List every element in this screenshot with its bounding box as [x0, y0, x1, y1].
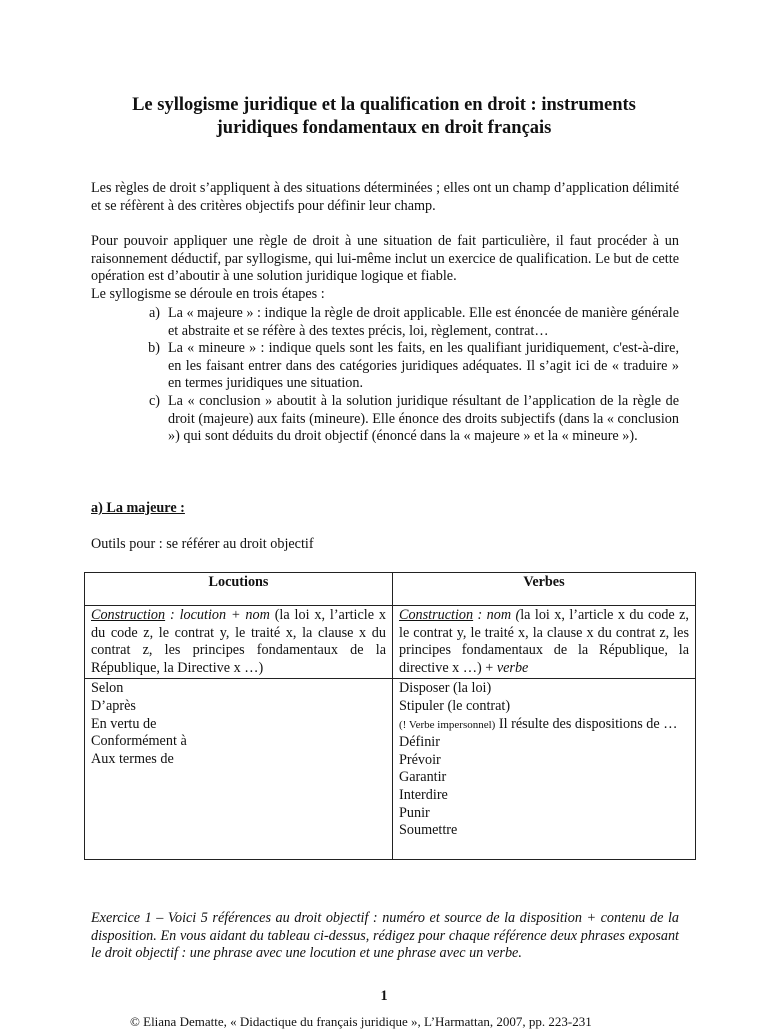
list-item-impersonal: [399, 716, 689, 735]
verbes-list-cell: [393, 679, 696, 860]
list-item: Soumettre: [399, 822, 458, 839]
table-row-lists: [85, 679, 696, 860]
exercise-instructions: Exercice 1 – Voici 5 références au droit objectif : numéro et source de la disposition + contenu de la disposition. En vous aidant du tableau ci-dessus, rédigez pour chaque référence deux phrases exposant le droit objectif : une phrase avec une locution et une phrase avec un verbe.: [91, 910, 679, 962]
step-text: La « majeure » : indique la règle de droit applicable. Elle est énoncée de manière générale et abstraite et se réfère à des textes précis, loi, règlement, contrat…: [168, 305, 679, 339]
steps-list: [91, 305, 679, 446]
construction-cell-verbes: [393, 606, 696, 679]
page-number: 1: [380, 988, 388, 1004]
column-header-locutions: Locutions: [85, 573, 393, 606]
column-header-verbes: Verbes: [393, 573, 696, 606]
list-item: Garantir: [399, 769, 447, 786]
step-item-a: [91, 305, 679, 340]
list-item: Prévoir: [399, 751, 441, 768]
construction-label: Construction: [399, 607, 474, 623]
step-label: c): [148, 392, 160, 409]
construction-examples: (la loi x, l’article x du code z, le contrat y, le traité x, la clause x du contrat z, les principes fondamentaux de la République, la Directive x …): [91, 607, 386, 676]
list-item: Selon: [91, 680, 124, 697]
step-label: b): [148, 340, 160, 357]
locutions-list-cell: [85, 679, 393, 860]
list-item: Punir: [399, 804, 430, 821]
list-item: Définir: [399, 734, 440, 751]
step-label: a): [148, 305, 160, 321]
step-text: La « mineure » : indique quels sont les faits, en les qualifiant juridiquement, c'est-à-dire, en les faisant entrer dans des catégories juridiques adéquates. Il s’agit ici de « traduire » en termes juridiques une situation.: [168, 340, 679, 392]
intro-paragraph: Les règles de droit s’appliquent à des situations déterminées ; elles ont un champ d’application délimité et se réfèrent à des critères objectifs pour définir leur champ.: [91, 180, 679, 214]
method-paragraph: [91, 233, 679, 303]
step-item-b: [91, 340, 679, 393]
title-line-2: juridiques fondamentaux en droit français: [216, 118, 552, 138]
list-item: Stipuler (le contrat): [399, 697, 511, 714]
list-item: Disposer (la loi): [399, 680, 492, 697]
impersonal-text: Il résulte des dispositions de …: [495, 715, 678, 732]
step-item-c: [91, 393, 679, 446]
construction-sep: :: [165, 607, 180, 623]
title-line-1: Le syllogisme juridique et la qualification en droit : instruments: [132, 95, 636, 115]
document-title: [80, 94, 688, 140]
construction-sep: :: [473, 607, 487, 623]
table-bottom-clip: [84, 878, 696, 880]
method-paragraph-text: Pour pouvoir appliquer une règle de droit à une situation de fait particulière, il faut procéder à un raisonnement déductif, par syllogisme, qui lui-même inclut un exercice de qualification. Le but de cette opération est d’aboutir à une solution juridique logique et fiable.: [91, 233, 679, 285]
list-item: Conformément à: [91, 733, 187, 750]
step-text: La « conclusion » aboutit à la solution juridique résultant de l’application de la règle de droit (majeure) aux faits (mineure). Elle énonce des droits subjectifs (dans la « conclusion ») qui sont déduits du droit objectif (énoncé dans la « majeure » et la « mineure »).: [168, 392, 679, 445]
impersonal-note: (! Verbe impersonnel): [399, 718, 496, 731]
tools-table: [84, 572, 696, 860]
table-row-construction: [85, 606, 696, 679]
construction-examples: la loi x, l’article x du code z, le contrat y, le traité x, la clause x du contrat z, les principes fondamentaux de la République, la directive x …) +: [399, 607, 689, 676]
construction-cell-locutions: [85, 606, 393, 679]
construction-label: Construction: [91, 607, 166, 623]
section-heading: a) La majeure :: [91, 500, 185, 516]
list-item: D’après: [91, 697, 136, 714]
list-item: En vertu de: [91, 715, 157, 732]
steps-intro: Le syllogisme se déroule en trois étapes :: [91, 285, 325, 302]
construction-formula: locution + nom: [179, 607, 270, 623]
list-item: Interdire: [399, 786, 448, 803]
list-item: Aux termes de: [91, 750, 174, 767]
tools-text: Outils pour : se référer au droit objectif: [91, 536, 314, 552]
construction-formula: nom (: [486, 607, 521, 623]
table-header-row: [85, 573, 696, 606]
construction-verb: verbe: [496, 659, 529, 676]
footer-citation: © Eliana Dematte, « Didactique du français juridique », L’Harmattan, 2007, pp. 223-231: [130, 1014, 592, 1029]
